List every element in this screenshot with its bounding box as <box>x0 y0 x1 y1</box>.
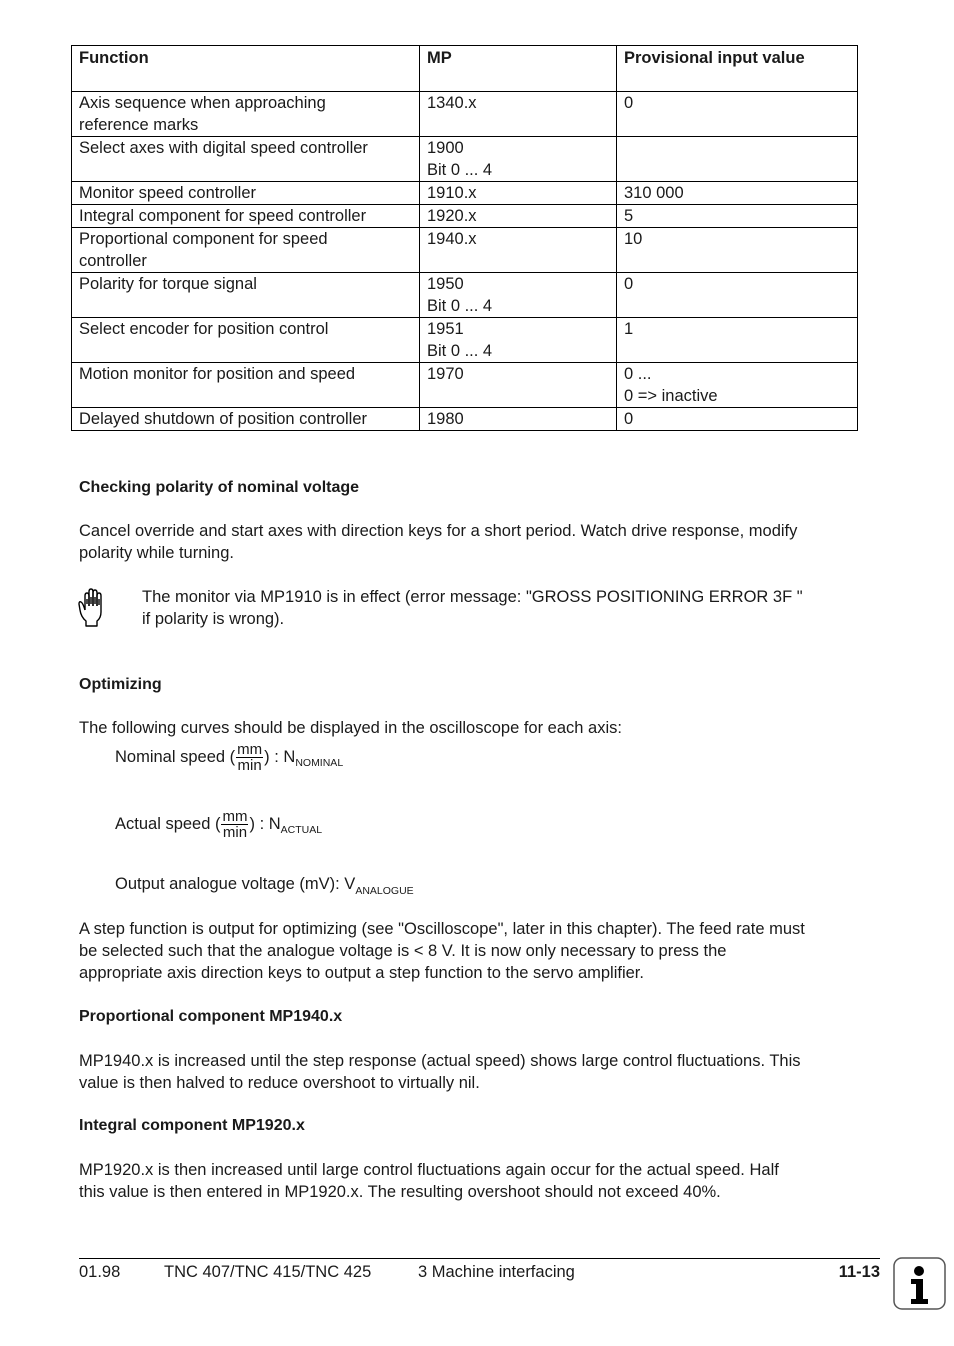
cell-text: Delayed shutdown of position controller <box>79 410 368 428</box>
cell-text: Motion monitor for position and speed <box>79 365 356 383</box>
formula-symbol: ) : N <box>264 748 296 766</box>
cell-function <box>72 205 420 228</box>
cell-text: 1980 <box>427 410 464 428</box>
cell-text: 0 <box>624 410 634 428</box>
paragraph-integral <box>79 1159 779 1203</box>
formula-subscript: ACTUAL <box>280 823 323 836</box>
optimizing-intro: The following curves should be displayed in the oscilloscope for each axis: <box>79 719 622 737</box>
table-row <box>72 137 858 182</box>
cell-text: Bit 0 ... 4 <box>427 342 493 360</box>
cell-text: 1950 <box>427 275 464 293</box>
cell-value <box>617 92 858 137</box>
parameter-table <box>71 45 858 431</box>
table-row <box>72 182 858 205</box>
cell-mp <box>420 205 617 228</box>
cell-mp <box>420 137 617 182</box>
cell-function <box>72 92 420 137</box>
footer-chapter: 3 Machine interfacing <box>418 1263 575 1281</box>
footer-page-number: 11-13 <box>838 1263 880 1281</box>
text-line: Cancel override and start axes with direction keys for a short period. Watch drive response, modify <box>79 522 798 540</box>
cell-mp <box>420 408 617 431</box>
fraction <box>236 742 263 773</box>
heading-checking-polarity: Checking polarity of nominal voltage <box>79 479 360 496</box>
cell-text: 5 <box>624 207 634 225</box>
cell-text: 1920.x <box>427 207 477 225</box>
formula-label: Actual speed ( <box>115 815 221 833</box>
cell-text: 1940.x <box>427 230 477 248</box>
text-line: value is then halved to reduce overshoot to virtually nil. <box>79 1074 480 1092</box>
cell-mp <box>420 92 617 137</box>
cell-text: 0 ... <box>624 365 652 383</box>
column-header-function: Function <box>72 46 420 92</box>
fraction-denominator: min <box>222 824 248 841</box>
cell-function <box>72 228 420 273</box>
formula-subscript: ANALOGUE <box>355 885 414 897</box>
paragraph-polarity <box>79 520 797 564</box>
cell-mp <box>420 363 617 408</box>
cell-function <box>72 408 420 431</box>
cell-text: 1951 <box>427 320 464 338</box>
cell-text: 0 <box>624 94 634 112</box>
cell-text: Proportional component for speed <box>79 230 328 248</box>
cell-mp <box>420 182 617 205</box>
cell-value <box>617 318 858 363</box>
footer-model: TNC 407/TNC 415/TNC 425 <box>164 1263 372 1281</box>
heading-proportional: Proportional component MP1940.x <box>79 1008 343 1025</box>
cell-function <box>72 318 420 363</box>
column-header-mp: MP <box>420 46 617 92</box>
table-body <box>72 92 858 431</box>
cell-text: 310 000 <box>624 184 684 202</box>
cell-text: Axis sequence when approaching <box>79 94 326 112</box>
table-row <box>72 363 858 408</box>
text-line: The monitor via MP1910 is in effect (error message: "GROSS POSITIONING ERROR 3F " <box>142 588 803 606</box>
cell-text: 1970 <box>427 365 464 383</box>
text-line: if polarity is wrong). <box>142 610 285 628</box>
cell-value <box>617 273 858 318</box>
table-row <box>72 205 858 228</box>
text-line: MP1920.x is then increased until large control fluctuations again occur for the actual speed. Half <box>79 1161 779 1179</box>
cell-text: Polarity for torque signal <box>79 275 257 293</box>
fraction-numerator: mm <box>222 808 248 825</box>
formula-output-voltage <box>115 875 414 897</box>
cell-text: 1910.x <box>427 184 477 202</box>
text-line: be selected such that the analogue voltage is < 8 V. It is now only necessary to press the <box>79 942 727 960</box>
cell-text: 1 <box>624 320 634 338</box>
cell-value <box>617 205 858 228</box>
text-line: appropriate axis direction keys to output a step function to the servo amplifier. <box>79 964 644 982</box>
table-row <box>72 273 858 318</box>
cell-text: 0 <box>624 275 634 293</box>
heading-integral: Integral component MP1920.x <box>79 1117 305 1134</box>
cell-text: 1340.x <box>427 94 477 112</box>
table-row <box>72 408 858 431</box>
table-header-row <box>72 46 858 92</box>
text-line: MP1940.x is increased until the step response (actual speed) shows large control fluctuations. This <box>79 1052 801 1070</box>
cell-text: Integral component for speed controller <box>79 207 367 225</box>
cell-text: Select encoder for position control <box>79 320 329 338</box>
cell-mp <box>420 318 617 363</box>
table-row <box>72 92 858 137</box>
cell-mp <box>420 228 617 273</box>
cell-value <box>617 408 858 431</box>
text-line: A step function is output for optimizing (see "Oscilloscope", later in this chapter). The feed rate must <box>79 920 805 938</box>
cell-function <box>72 182 420 205</box>
cell-text: Monitor speed controller <box>79 184 257 202</box>
formula-symbol: ) : N <box>249 815 281 833</box>
text-line: polarity while turning. <box>79 544 234 562</box>
cell-text: Bit 0 ... 4 <box>427 297 493 315</box>
cell-value <box>617 137 858 182</box>
cell-text: Bit 0 ... 4 <box>427 161 493 179</box>
heading-optimizing: Optimizing <box>79 676 162 693</box>
formula-label: Output analogue voltage (mV): V <box>115 875 356 893</box>
hand-note-icon <box>78 588 108 633</box>
fraction <box>221 809 248 840</box>
cell-value <box>617 228 858 273</box>
cell-mp <box>420 273 617 318</box>
cell-text: 1900 <box>427 139 464 157</box>
column-header-value: Provisional input value <box>617 46 858 92</box>
note-text <box>142 586 803 630</box>
cell-text: reference marks <box>79 116 199 134</box>
fraction-denominator: min <box>237 757 262 774</box>
footer-date: 01.98 <box>79 1263 121 1281</box>
info-icon <box>893 1257 947 1316</box>
cell-text: controller <box>79 252 147 270</box>
cell-function <box>72 137 420 182</box>
text-line: this value is then entered in MP1920.x. The resulting overshoot should not exceed 40%. <box>79 1183 721 1201</box>
formula-label: Nominal speed ( <box>115 748 236 766</box>
formula-subscript: NOMINAL <box>295 756 344 769</box>
cell-text: Select axes with digital speed controller <box>79 139 368 157</box>
cell-value <box>617 363 858 408</box>
table-row <box>72 318 858 363</box>
cell-value <box>617 182 858 205</box>
paragraph-proportional <box>79 1050 801 1094</box>
formula-actual-speed <box>115 809 322 840</box>
cell-function <box>72 363 420 408</box>
paragraph-step-function <box>79 918 805 984</box>
cell-text: 10 <box>624 230 643 248</box>
cell-function <box>72 273 420 318</box>
table-row <box>72 228 858 273</box>
footer-rule <box>79 1258 880 1259</box>
formula-nominal-speed <box>115 742 343 773</box>
cell-text: 0 => inactive <box>624 387 718 405</box>
fraction-numerator: mm <box>237 741 263 758</box>
